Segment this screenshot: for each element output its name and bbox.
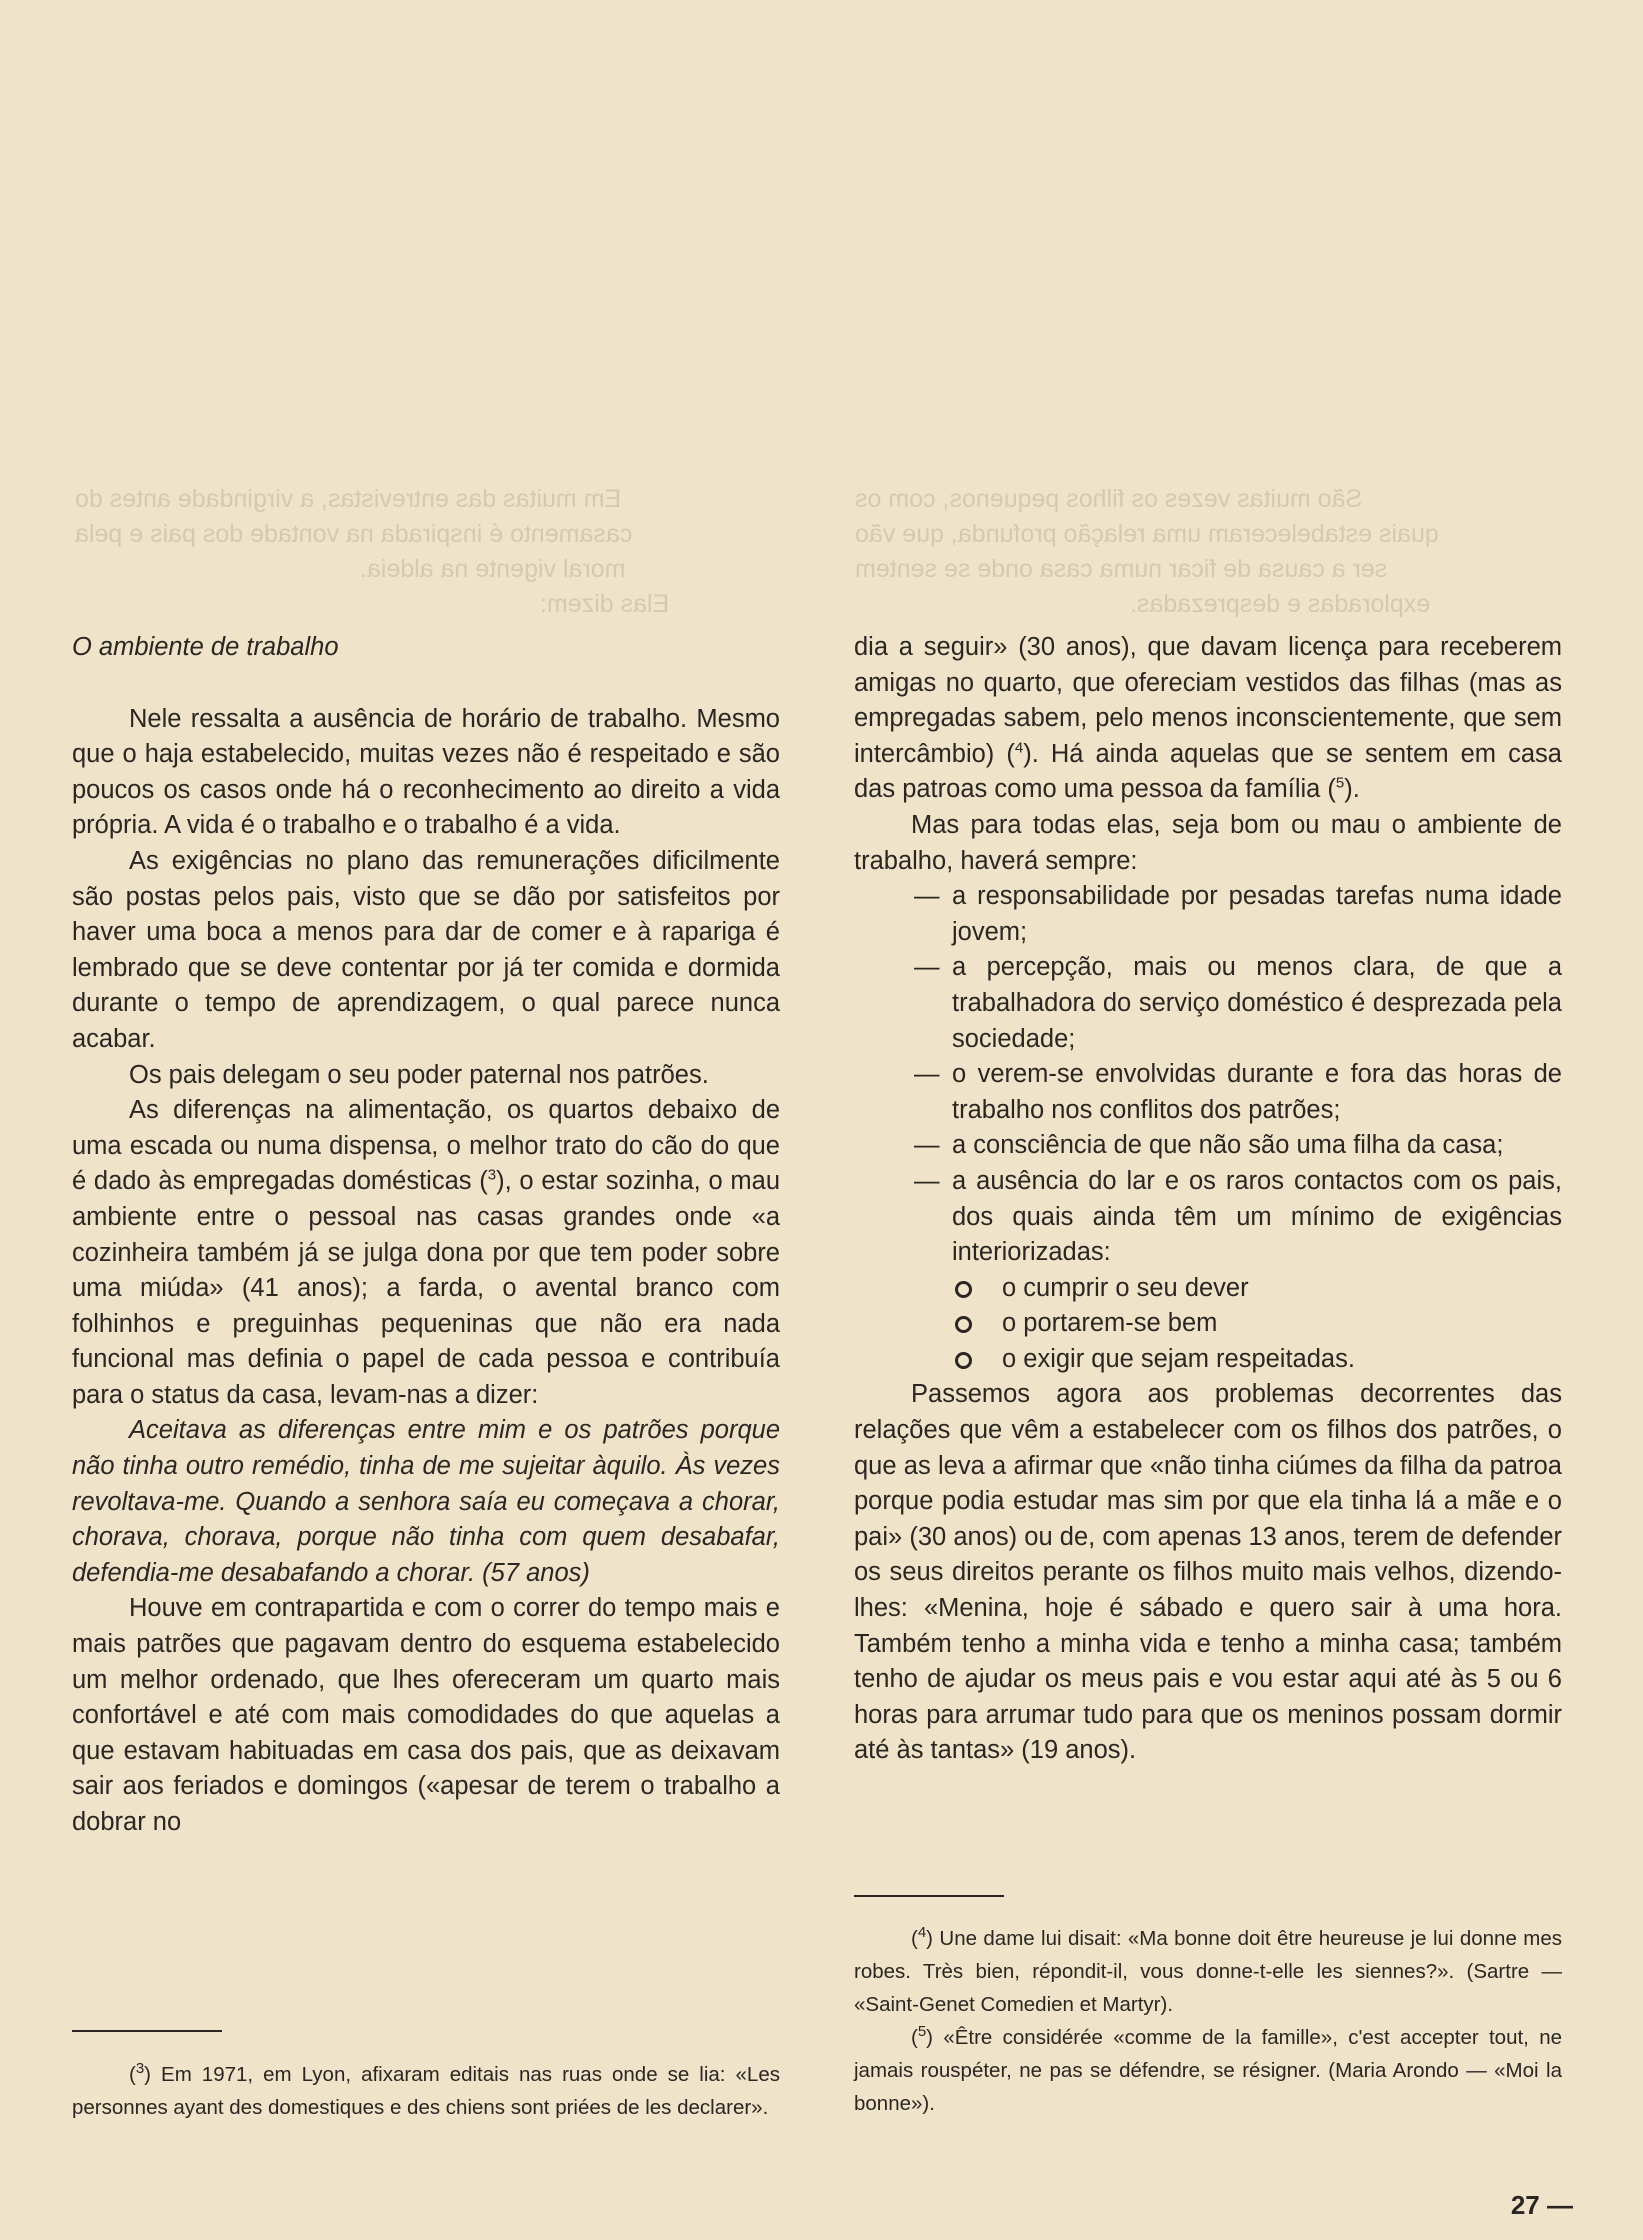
footnote-mark: 5 — [917, 2023, 927, 2041]
dash-marker: — — [914, 882, 940, 911]
footnote-5: ($^5$) «Être considérée «comme de la famille», c'est accepter tout, ne jamais rouspéter, ne pas se défendre, se résigner. (Maria Arondo — «Moi la bonne»). — [854, 2023, 1562, 2115]
bleed-through-left-1: Em muitas das entrevistas, a virgindade antes do — [75, 485, 622, 513]
circle-list — [854, 1271, 1562, 1378]
list-item-text: a responsabilidade por pesadas tarefas numa idade jovem; — [952, 882, 1562, 946]
paragraph: Houve em contrapartida e com o correr do tempo mais e mais patrões que pagavam dentro do esquema estabelecido um melhor ordenado, que lhes ofereceram um quarto mais confortável e até com mais comodidades do que aquelas a que estavam habituadas em casa dos pais, que as deixavam sair aos feriados e domingos («apesar de terem o trabalho a dobrar no — [72, 1594, 780, 1836]
page-number: 27 — — [1510, 2190, 1573, 2220]
dash-marker: — — [914, 1131, 940, 1160]
dash-marker: — — [914, 1166, 940, 1195]
paragraph: Passemos agora aos problemas decorrentes das relações que vêm a estabelecer com os filhos dos patrões, o que as leva a afirmar que «não tinha ciúmes da filha da patroa porque podia estudar mas sim por que ela tinha lá a mãe e o pai» (30 anos) ou de, com apenas 13 anos, terem de defender os seus direitos perante os filhos muito mais velhos, dizendo-lhes: «Menina, hoje é sábado e quero sair à uma hora. Também tenho a minha vida e tenho a minha casa; também tenho de ajudar os meus pais e vou estar aqui até às 5 ou 6 horas para arrumar tudo para que os meninos possam dormir até às tantas» (19 anos). — [854, 1380, 1562, 1765]
text-run: As diferenças na alimentação, os quartos debaixo de uma escada ou numa dispensa, o melhor trato do cão do que é dado às empregadas domésticas ( — [72, 1096, 780, 1196]
bleed-through-left-2: casamento é inspirada na vontade dos pais e pela — [75, 520, 633, 548]
block-quote: Aceitava as diferenças entre mim e os patrões porque não tinha outro remédio, tinha de me sujeitar àquilo. Às vezes revoltava-me. Quando a senhora saía eu começava a chorar, chorava, chorava, porque não tinha com quem desabafar, defendia-me desabafando a chorar. (57 anos) — [72, 1416, 780, 1587]
footnote-mark: 3 — [135, 2060, 145, 2078]
footnote-3: ($^3$) Em 1971, em Lyon, afixaram editais nas ruas onde se lia: «Les personnes ayant des domestiques e des chiens sont priées de les declarer». — [72, 2060, 780, 2119]
paragraph: Nele ressalta a ausência de horário de trabalho. Mesmo que o haja estabelecido, muitas vezes não é respeitado e são poucos os casos onde há o reconhecimento ao direito a vida própria. A vida é o trabalho e o trabalho é a vida. — [72, 704, 780, 840]
paragraph: As exigências no plano das remunerações dificilmente são postas pelos pais, visto que se dão por satisfeitos por haver uma boca a menos para dar de comer e à rapariga é lembrado que se deve contentar por já ter comida e dormida durante o tempo de aprendizagem, o qual parece nunca acabar. — [72, 846, 780, 1053]
footnote-ref: 3 — [487, 1166, 497, 1184]
sub-list-item-text: o cumprir o seu dever — [1002, 1273, 1249, 1302]
dash-marker: — — [914, 1060, 940, 1089]
sub-list-item — [854, 1342, 1562, 1378]
list-item — [854, 1128, 1562, 1164]
bleed-through-left-4: Elas dizem: — [540, 590, 670, 618]
circle-bullet-icon — [955, 1316, 972, 1333]
dash-marker: — — [914, 953, 940, 982]
list-item-text: a ausência do lar e os raros contactos com os pais, dos quais ainda têm um mínimo de exigências interiorizadas: — [952, 1166, 1562, 1267]
list-item — [854, 950, 1562, 1057]
list-item-text: o verem-se envolvidas durante e fora das horas de trabalho nos conflitos dos patrões; — [952, 1060, 1562, 1124]
footnote-4: ($^4$) Une dame lui disait: «Ma bonne doit être heureuse je lui donne mes robes. Très bien, répondit-il, vous donne-t-elle les siennes?». (Sartre — «Saint-Genet Comedien et Martyr). — [854, 1924, 1562, 2016]
circle-bullet-icon — [955, 1352, 972, 1369]
paragraph: Os pais delegam o seu poder paternal nos patrões. — [129, 1060, 709, 1089]
paragraph: Mas para todas elas, seja bom ou mau o ambiente de trabalho, haverá sempre: — [854, 810, 1562, 875]
right-column — [854, 630, 1562, 1769]
bleed-through-right-2: quais estabeleceram uma relação profunda, que vão — [855, 520, 1439, 548]
footnote-text: Une dame lui disait: «Ma bonne doit être heureuse je lui donne mes robes. Très bien, répondit-il, vous donne-t-elle les siennes?». (Sartre — «Saint-Genet Comedien et Martyr). — [854, 1927, 1562, 2016]
paragraph — [72, 1093, 780, 1413]
footnote-text: Em 1971, em Lyon, afixaram editais nas ruas onde se lia: «Les personnes ayant des domestiques e des chiens sont priées de les declarer». — [72, 2063, 780, 2119]
text-run: ). — [1344, 775, 1360, 804]
text-run: ), o estar sozinha, o mau ambiente entre o pessoal nas casas grandes onde «a cozinheira também já se julga dona por que tem poder sobre uma miúda» (41 anos); a farda, o avental branco com folhinhos e preguinhas pequeninas que não era nada funcional mas definia o papel de cada pessoa e contribuía para o status da casa, levam-nas a dizer: — [72, 1167, 780, 1409]
bleed-through-right-3: ser a causa de ficar numa casa onde se sentem — [855, 555, 1388, 583]
section-title: O ambiente de trabalho — [72, 633, 339, 661]
footnote-mark: 4 — [917, 1924, 927, 1942]
bleed-through-left-3: moral vigente na aldeia. — [360, 555, 626, 583]
sub-list-item-text: o exigir que sejam respeitadas. — [1002, 1344, 1355, 1373]
footnote-text: «Être considérée «comme de la famille», c'est accepter tout, ne jamais rouspéter, ne pas se défendre, se résigner. (Maria Arondo — «Moi la bonne»). — [854, 2026, 1562, 2115]
list-item — [854, 1164, 1562, 1271]
list-item-text: a consciência de que não são uma filha da casa; — [952, 1131, 1504, 1160]
text-run: ). Há ainda aquelas que se sentem em casa das patroas como uma pessoa da família ( — [854, 739, 1562, 804]
list-item-text: a percepção, mais ou menos clara, de que a trabalhadora do serviço doméstico é desprezada pela sociedade; — [952, 953, 1562, 1053]
bleed-through-right-4: exploradas e desprezadas. — [1130, 590, 1431, 618]
list-item — [854, 879, 1562, 950]
sub-list-item-text: o portarem-se bem — [1002, 1309, 1218, 1338]
sub-list-item — [854, 1306, 1562, 1342]
sub-list-item — [854, 1271, 1562, 1307]
circle-bullet-icon — [955, 1281, 972, 1298]
list-item — [854, 1057, 1562, 1128]
paragraph — [854, 630, 1562, 808]
footnote-rule-left — [72, 2030, 222, 2032]
footnotes-right — [854, 1922, 1562, 2120]
bleed-through-right-1: São muitas vezes os filhos pequenos, com os — [855, 485, 1363, 513]
dash-list — [854, 879, 1562, 1271]
left-column — [72, 630, 780, 1841]
footnote-ref: 5 — [1335, 774, 1345, 792]
text-run: dia a seguir» (30 anos), que davam licença para receberem amigas no quarto, que ofereciam vestidos das filhas (mas as empregadas sabem, pelo menos inconscientemente, que sem intercâmbio) ( — [854, 633, 1562, 768]
footnote-ref: 4 — [1014, 739, 1024, 757]
footnote-rule-right — [854, 1895, 1004, 1897]
